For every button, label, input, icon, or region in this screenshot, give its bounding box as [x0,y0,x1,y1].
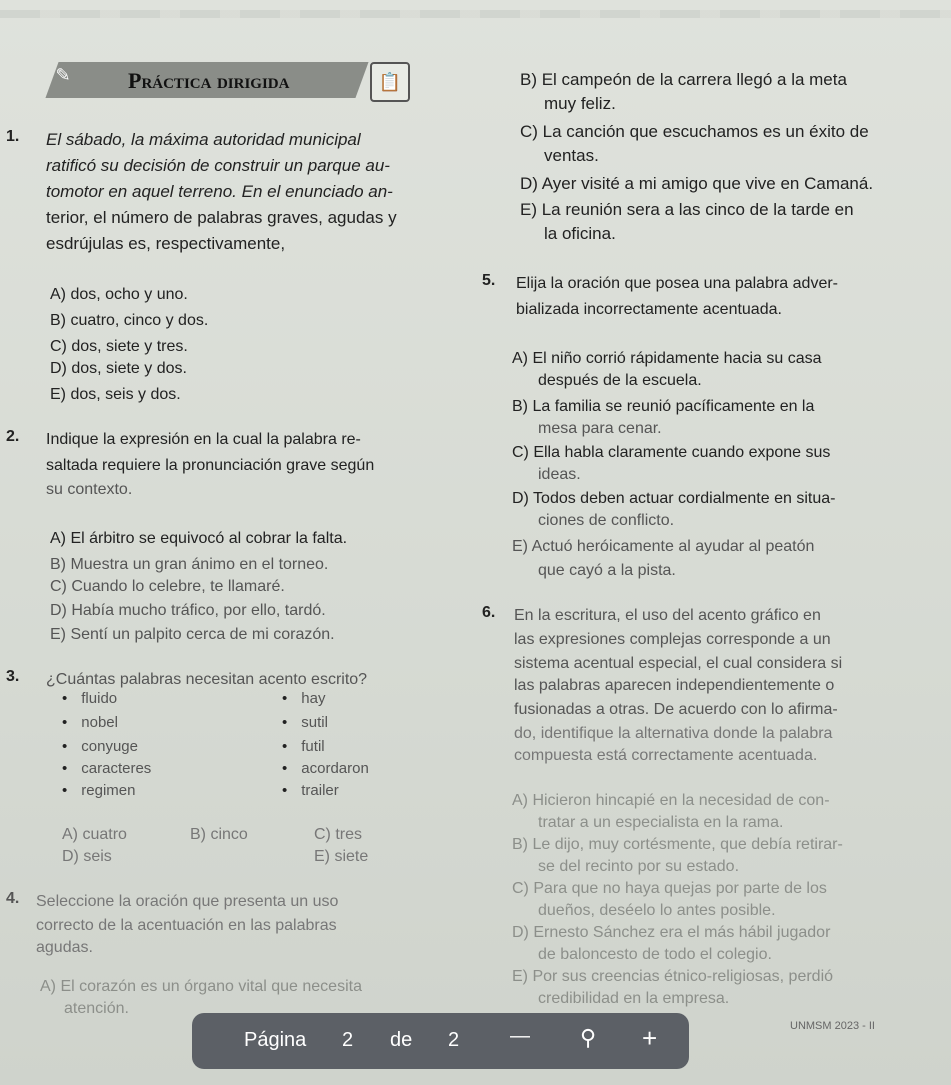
q2-option-c: C) Cuando lo celebre, te llamaré. [50,578,285,595]
q6-option-c: C) Para que no haya quejas por parte de los [512,880,827,897]
q3-option-a: A) cuatro [62,826,127,843]
question-2-line-1: Indique la expresión en la cual la palabra re- [46,431,361,448]
plus-icon[interactable]: + [642,1023,658,1053]
clipboard-icon: 📋 [370,62,410,102]
question-6-line-3: sistema acentual especial, el cual considera si [514,655,843,672]
q3-option-d: D) seis [62,848,112,865]
page-of-label: de [390,1029,413,1051]
q6-option-b-cont: se del recinto por su estado. [538,858,740,875]
question-2-line-2: saltada requiere la pronunciación grave según [46,457,375,474]
minus-icon[interactable]: — [510,1025,530,1047]
q6-option-d-cont: de baloncesto de todo el colegio. [538,946,772,963]
q3-word: • sutil [282,714,328,731]
q2-option-d: D) Había mucho tráfico, por ello, tardó. [50,602,326,619]
q5-option-a: A) El niño corrió rápidamente hacia su casa [512,350,822,367]
question-6-line-6: do, identifique la alternativa donde la palabra [514,725,833,742]
q4-option-b-cont: muy feliz. [544,94,616,113]
q3-word: • trailer [282,782,339,799]
question-1-line-1: El sábado, la máxima autoridad municipal [46,130,361,149]
question-4-line-1: Seleccione la oración que presenta un uso [36,893,339,910]
q1-option-e: E) dos, seis y dos. [50,386,181,403]
q5-option-b: B) La familia se reunió pacíficamente en la [512,398,815,415]
question-3-number: 3. [6,668,20,685]
question-4-line-2: correcto de la acentuación en las palabras [36,917,337,934]
q4-option-e-cont: la oficina. [544,224,616,243]
question-1-line-3: tomotor en aquel terreno. En el enunciado an- [46,182,393,201]
q3-option-b: B) cinco [190,826,248,843]
q6-option-d: D) Ernesto Sánchez era el más hábil jugador [512,924,831,941]
page-label: Página [244,1029,307,1051]
question-1-line-4: terior, el número de palabras graves, agudas y [46,208,397,227]
q4-option-b: B) El campeón de la carrera llegó a la meta [520,70,847,89]
question-1-number: 1. [6,128,20,145]
q5-option-c-cont: ideas. [538,466,581,483]
q1-option-d: D) dos, siete y dos. [50,360,187,377]
q5-option-e: E) Actuó heróicamente al ayudar al peatón [512,538,815,555]
q4-option-d: D) Ayer visité a mi amigo que vive en Camaná. [520,174,874,193]
question-4-number: 4. [6,890,20,907]
q5-option-c: C) Ella habla claramente cuando expone sus [512,444,831,461]
question-1-line-2: ratificó su decisión de construir un parque au- [46,156,390,175]
q6-option-e-cont: credibilidad en la empresa. [538,990,730,1007]
question-2-number: 2. [6,428,20,445]
question-5-number: 5. [482,272,496,289]
total-pages: 2 [448,1029,460,1051]
q6-option-b: B) Le dijo, muy cortésmente, que debía retirar- [512,836,843,853]
q3-word: • regimen [62,782,135,799]
q6-option-a: A) Hicieron hincapié en la necesidad de con- [512,792,830,809]
q6-option-e: E) Por sus creencias étnico-religiosas, perdió [512,968,834,985]
q5-option-d-cont: ciones de conflicto. [538,512,675,529]
page-top-border [0,10,951,18]
question-4-line-3: agudas. [36,939,93,956]
q4-option-c: C) La canción que escuchamos es un éxito de [520,122,869,141]
question-6-line-7: compuesta está correctamente acentuada. [514,747,818,764]
q1-option-c: C) dos, siete y tres. [50,338,188,355]
q3-option-e: E) siete [314,848,369,865]
question-6-number: 6. [482,604,496,621]
q3-word: • acordaron [282,760,369,777]
q3-word: • caracteres [62,760,151,777]
q3-word: • futil [282,738,325,755]
q5-option-d: D) Todos deben actuar cordialmente en situa- [512,490,836,507]
question-6-line-5: fusionadas a otras. De acuerdo con lo afirma- [514,701,838,718]
current-page[interactable]: 2 [342,1029,354,1051]
page-navigation-bar [192,1013,689,1069]
q1-option-b: B) cuatro, cinco y dos. [50,312,209,329]
q3-word: • conyuge [62,738,138,755]
q2-option-b: B) Muestra un gran ánimo en el torneo. [50,556,329,573]
q3-word: • fluido [62,690,117,707]
question-6-line-1: En la escritura, el uso del acento gráfico en [514,607,821,624]
q2-option-a: A) El árbitro se equivocó al cobrar la falta. [50,530,348,547]
q4-option-a-cont: atención. [64,1000,129,1017]
q4-option-e: E) La reunión sera a las cinco de la tarde en [520,200,854,219]
q5-option-a-cont: después de la escuela. [538,372,702,389]
question-6-line-4: las palabras aparecen independientemente o [514,677,835,694]
q4-option-a: A) El corazón es un órgano vital que necesita [40,978,362,995]
search-icon[interactable]: ⚲ [580,1025,597,1050]
question-3-text: ¿Cuántas palabras necesitan acento escrito? [46,671,368,688]
question-5-line-2: bializada incorrectamente acentuada. [516,301,782,318]
q6-option-a-cont: tratar a un especialista en la rama. [538,814,784,831]
exam-code: UNMSM 2023 - II [790,1020,875,1032]
q3-word: • nobel [62,714,118,731]
question-2-line-3: su contexto. [46,481,133,498]
q4-option-c-cont: ventas. [544,146,599,165]
question-1-line-5: esdrújulas es, respectivamente, [46,234,286,253]
question-5-line-1: Elija la oración que posea una palabra adver- [516,275,838,292]
q5-option-e-cont: que cayó a la pista. [538,562,676,579]
q1-option-a: A) dos, ocho y uno. [50,286,188,303]
pencil-icon: ✎ [55,65,71,85]
question-6-line-2: las expresiones complejas corresponde a un [514,631,831,648]
page-title: Práctica dirigida [128,68,290,93]
q3-word: • hay [282,690,325,707]
q2-option-e: E) Sentí un palpito cerca de mi corazón. [50,626,335,643]
q5-option-b-cont: mesa para cenar. [538,420,662,437]
q3-option-c: C) tres [314,826,362,843]
q6-option-c-cont: dueños, deséelo lo antes posible. [538,902,776,919]
